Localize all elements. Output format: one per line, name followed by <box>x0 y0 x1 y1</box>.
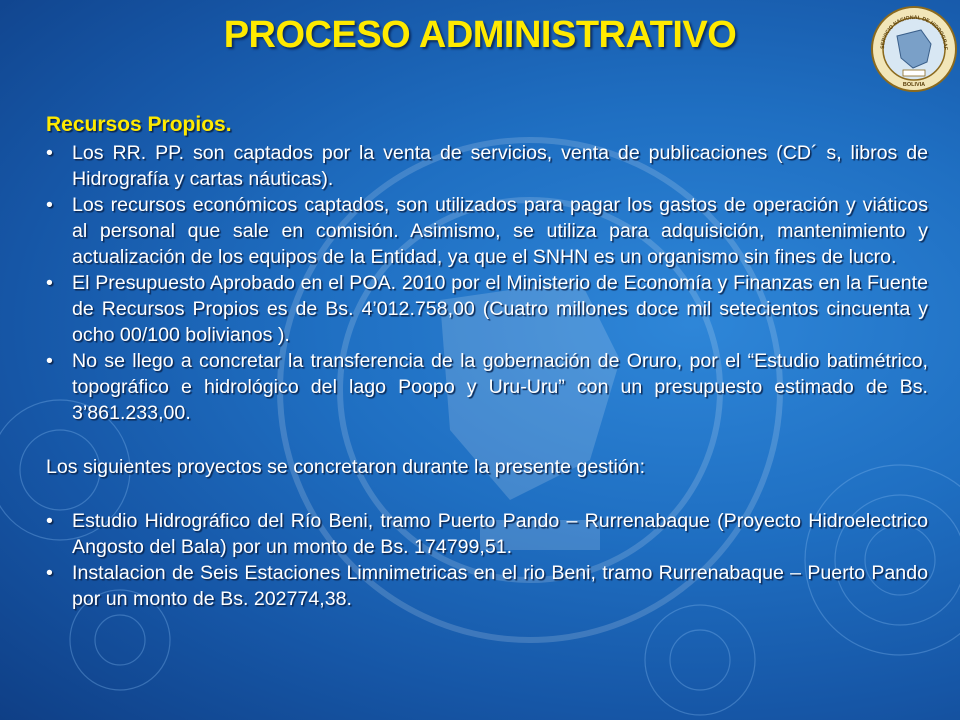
bullet-item <box>46 140 928 192</box>
bullet-icon: • <box>46 562 53 584</box>
projects-bullet-list <box>46 508 928 612</box>
bullet-text: Los recursos económicos captados, son utilizados para pagar los gastos de operación y viáticos al personal que sale en comisión. Asimismo, se utiliza para adquisición, mantenimiento y actualización de los equipos de la Entidad, ya que el SNHN es un organismo sin fines de lucro. <box>72 194 928 268</box>
seal-text-top: SERVICIO NACIONAL DE HIDROGRAF <box>879 14 949 51</box>
bullet-item <box>46 348 928 426</box>
bullet-icon: • <box>46 272 53 294</box>
bullet-item <box>46 270 928 348</box>
slide-content <box>46 112 928 612</box>
bullet-icon: • <box>46 142 53 164</box>
section-heading: Recursos Propios. <box>46 113 232 136</box>
resources-bullet-list <box>46 140 928 426</box>
bullet-icon: • <box>46 510 53 532</box>
slide-title: PROCESO ADMINISTRATIVO <box>223 14 737 56</box>
bullet-icon: • <box>46 194 53 216</box>
project-text: Instalacion de Seis Estaciones Limnimetricas en el rio Beni, tramo Rurrenabaque – Puerto Pando por un monto de Bs. 202774,38. <box>72 562 928 610</box>
hydrographic-service-seal-icon <box>871 6 957 92</box>
bullet-text: No se llego a concretar la transferencia de la gobernación de Oruro, por el “Estudio batimétrico, topográfico e hidrológico del lago Poopo y Uru-Uru” con un presupuesto estimado de Bs. 3’861.233,00. <box>72 350 928 424</box>
project-item <box>46 560 928 612</box>
bullet-icon: • <box>46 350 53 372</box>
seal-text-bottom: BOLIVIA <box>902 82 926 88</box>
project-text: Estudio Hidrográfico del Río Beni, tramo Puerto Pando – Rurrenabaque (Proyecto Hidroelectrico Angosto del Bala) por un monto de Bs. 174799,51. <box>72 510 928 558</box>
bullet-item <box>46 192 928 270</box>
projects-intro: Los siguientes proyectos se concretaron durante la presente gestión: <box>46 456 646 478</box>
project-item <box>46 508 928 560</box>
bullet-text: Los RR. PP. son captados por la venta de servicios, venta de publicaciones (CD´ s, libros de Hidrografía y cartas náuticas). <box>72 142 928 190</box>
bullet-text: El Presupuesto Aprobado en el POA. 2010 por el Ministerio de Economía y Finanzas en la Fuente de Recursos Propios es de Bs. 4’012.758,00 (Cuatro millones doce mil setecientos cincuenta y ocho 00/100 bolivianos ). <box>72 272 928 346</box>
